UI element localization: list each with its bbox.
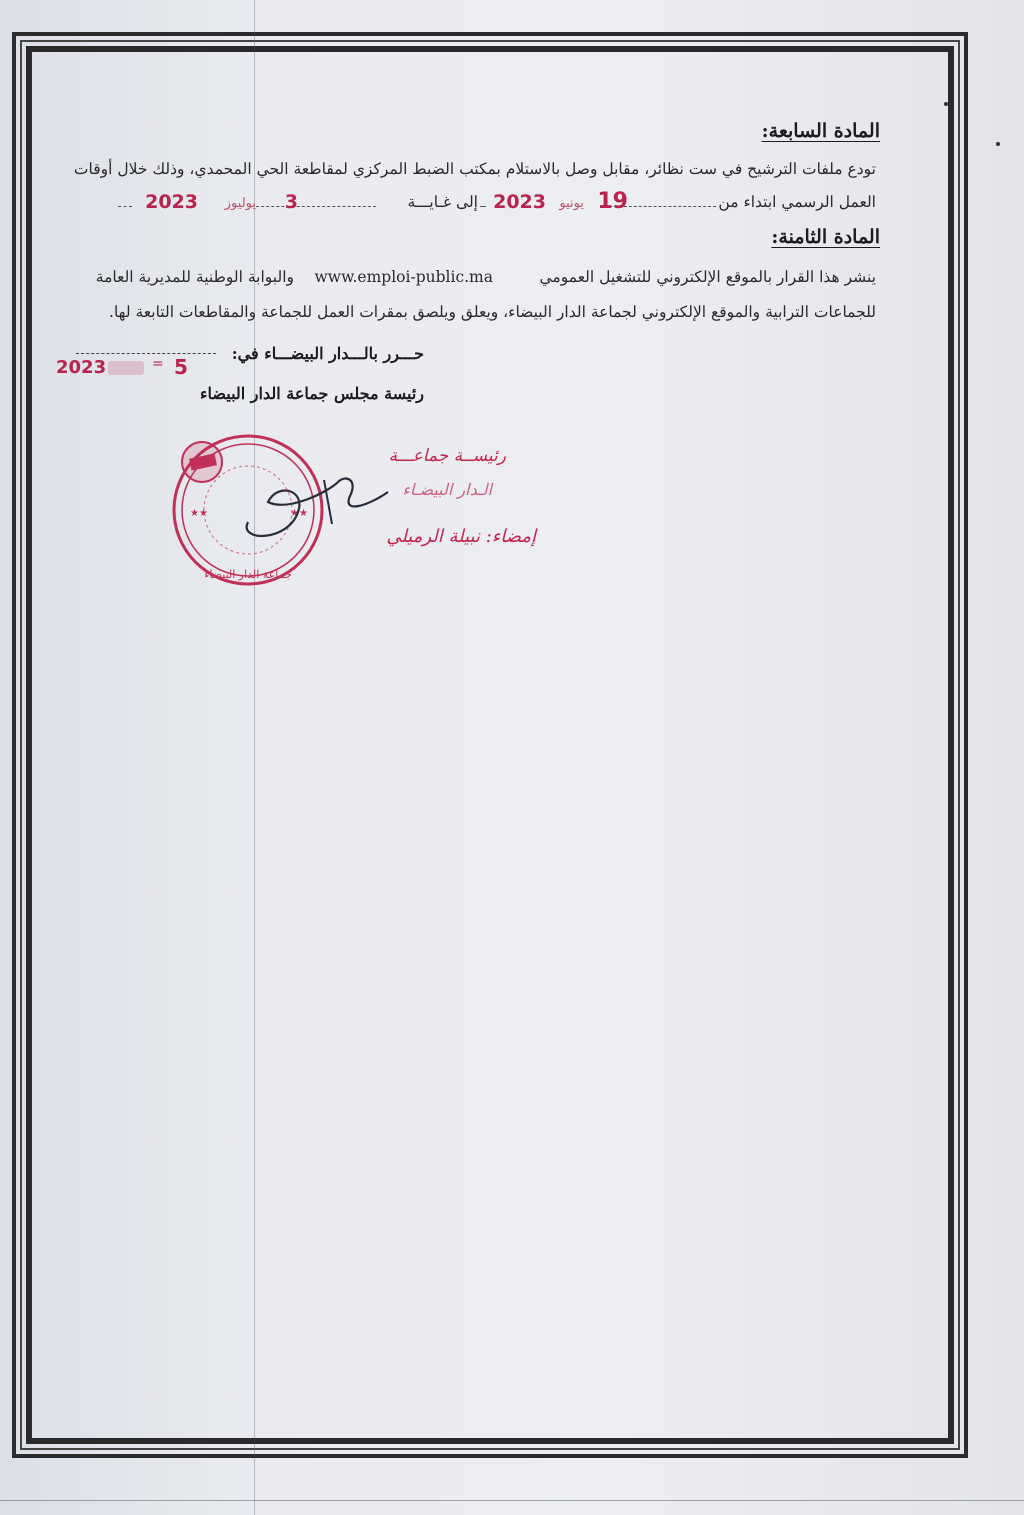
handwritten-name: إمضاء: نبيلة الرميلي bbox=[386, 526, 536, 547]
article7-heading: المادة السابعة: bbox=[761, 120, 880, 142]
article8-line1-a: ينشر هذا القرار بالموقع الإلكتروني للتشغيل العمومي bbox=[539, 268, 876, 286]
article8-line1 bbox=[76, 270, 876, 290]
handwritten-title-line1: رئيســة جماعـــة bbox=[388, 446, 506, 466]
svg-text:★★: ★★ bbox=[190, 508, 208, 519]
obscured-month-mark bbox=[108, 361, 144, 375]
signature-date-day: 5 bbox=[174, 355, 188, 379]
start-month: يونيو bbox=[559, 196, 584, 211]
page-edge-line bbox=[0, 1500, 1024, 1501]
article8-line2: للجماعات الترابية والموقع الإلكتروني لجماعة الدار البيضاء، ويعلق ويلصق بمقرات العمل للجماعة والمقاطعات التابعة لها. bbox=[109, 303, 876, 321]
equals-mark: = bbox=[152, 356, 164, 372]
signatory-title: رئيسة مجلس جماعة الدار البيضاء bbox=[199, 384, 424, 403]
dotted-fill bbox=[480, 206, 486, 207]
start-year: 2023 bbox=[493, 191, 546, 213]
article7-line2-start: العمل الرسمي ابتداء من bbox=[718, 193, 876, 211]
signed-at-label: حـــرر بالـــدار البيضـــاء في: bbox=[231, 344, 424, 363]
fold-line bbox=[254, 0, 255, 1515]
article7-line2-to: إلى غـايـــة bbox=[407, 193, 478, 211]
margin-dot bbox=[996, 142, 1000, 146]
end-year: 2023 bbox=[145, 191, 198, 213]
signature-date-year: 2023 bbox=[56, 357, 107, 378]
article7-line1: تودع ملفات الترشيح في ست نظائر، مقابل وصل بالاستلام بمكتب الضبط المركزي لمقاطعة الحي المحمدي، وذلك خلال أوقات bbox=[73, 160, 876, 178]
dotted-fill bbox=[76, 353, 216, 354]
start-day: 19 bbox=[597, 189, 628, 214]
website-link[interactable]: www.emploi-public.ma bbox=[314, 268, 493, 286]
article8-heading: المادة الثامنة: bbox=[771, 226, 880, 248]
handwritten-title-line2: الـدار البيضـاء bbox=[402, 480, 492, 499]
article8-line1-b: والبوابة الوطنية للمديرية العامة bbox=[95, 268, 294, 286]
margin-dot bbox=[944, 102, 948, 106]
signature-scrawl bbox=[228, 462, 418, 552]
page-border-inner bbox=[26, 46, 954, 1444]
end-month: يوليوز bbox=[224, 196, 256, 211]
seal-text: جماعة الدار البيضاء bbox=[204, 568, 292, 581]
dotted-fill bbox=[256, 206, 376, 207]
article7-date-line bbox=[116, 189, 876, 223]
svg-text:★★: ★★ bbox=[290, 508, 308, 519]
end-day: 3 bbox=[284, 191, 298, 213]
dotted-fill bbox=[118, 206, 132, 207]
